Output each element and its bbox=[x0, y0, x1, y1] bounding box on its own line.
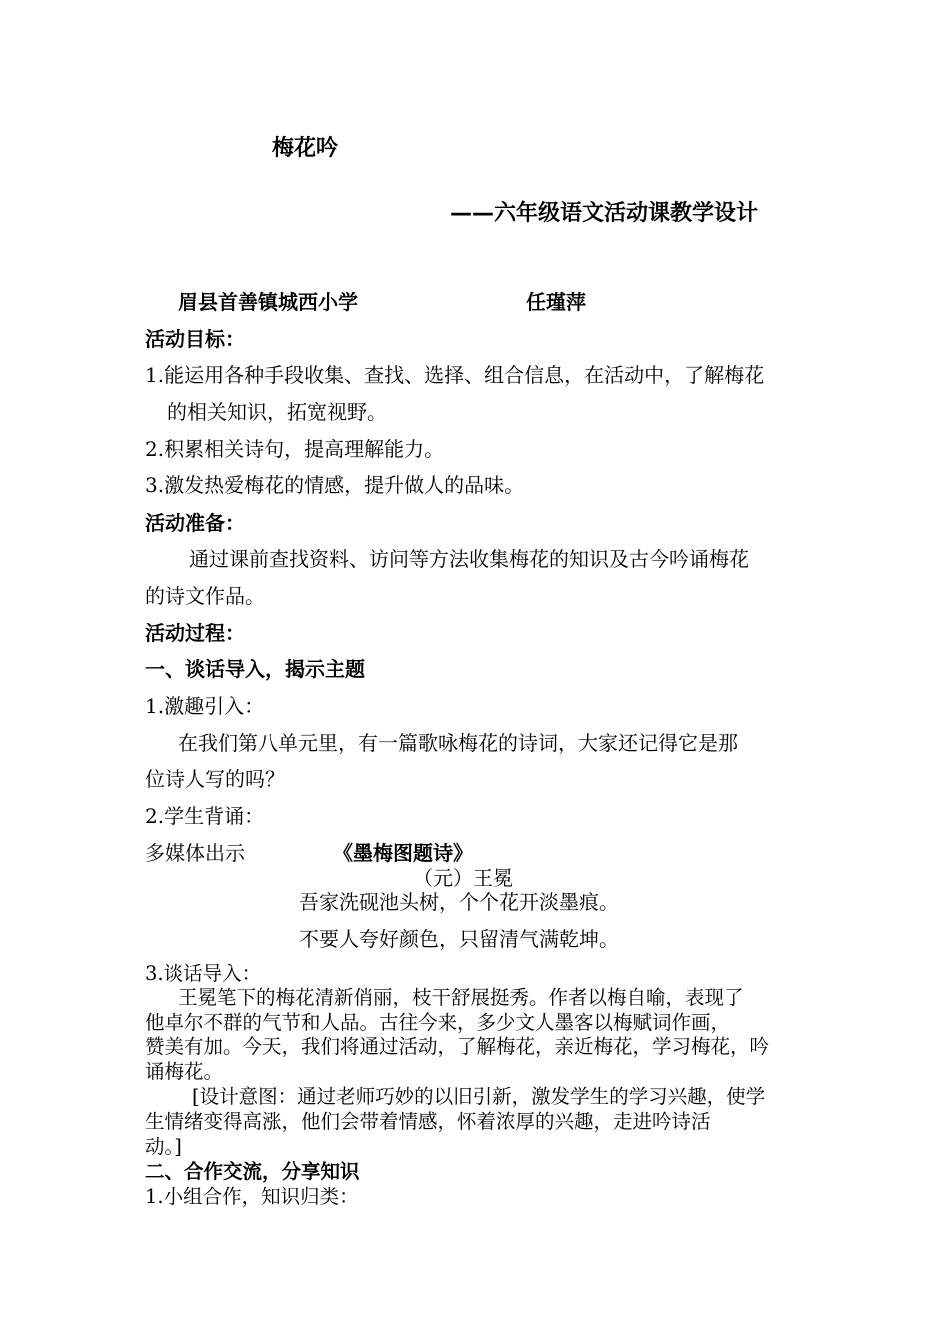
talk-line-1: 王冕笔下的梅花清新俏丽，枝干舒展挺秀。作者以梅自喻，表现了 bbox=[178, 986, 744, 1009]
poem-line-1: 吾家洗砚池头树，个个花开淡墨痕。 bbox=[299, 890, 619, 914]
design-intent-line-1: [设计意图：通过老师巧妙的以旧引新，激发学生的学习兴趣，使学 bbox=[192, 1085, 766, 1108]
goal-1-line-1: 1.能运用各种手段收集、查找、选择、组合信息，在活动中，了解梅花 bbox=[145, 363, 765, 387]
prep-line-2: 的诗文作品。 bbox=[145, 584, 265, 608]
poem-title: 《墨梅图题诗》 bbox=[333, 841, 473, 865]
multimedia-label: 多媒体出示 bbox=[145, 841, 245, 865]
step-1: 1.激趣引入： bbox=[145, 694, 265, 718]
intro-line-1: 在我们第八单元里，有一篇歌咏梅花的诗词，大家还记得它是那 bbox=[178, 731, 738, 755]
goals-heading: 活动目标： bbox=[145, 327, 245, 351]
school-name: 眉县首善镇城西小学 bbox=[178, 290, 358, 314]
talk-line-4: 诵梅花。 bbox=[145, 1060, 224, 1083]
goal-2: 2.积累相关诗句，提高理解能力。 bbox=[145, 437, 445, 461]
step-2-1: 1.小组合作，知识归类： bbox=[145, 1185, 359, 1208]
goal-3: 3.激发热爱梅花的情感，提升做人的品味。 bbox=[145, 473, 525, 497]
author-name: 任瑾萍 bbox=[526, 290, 586, 314]
poem-line-2: 不要人夸好颜色，只留清气满乾坤。 bbox=[299, 927, 619, 951]
section-2-heading: 二、合作交流，分享知识 bbox=[145, 1160, 360, 1183]
intro-line-2: 位诗人写的吗？ bbox=[145, 767, 285, 791]
design-intent-line-2: 生情绪变得高涨，他们会带着情感，怀着浓厚的兴趣，走进吟诗活 bbox=[145, 1110, 711, 1133]
section-1-heading: 一、谈话导入，揭示主题 bbox=[145, 657, 365, 681]
prep-heading: 活动准备： bbox=[145, 511, 245, 535]
prep-line-1: 通过课前查找资料、访问等方法收集梅花的知识及古今吟诵梅花 bbox=[189, 547, 749, 571]
step-2: 2.学生背诵： bbox=[145, 804, 265, 828]
process-heading: 活动过程： bbox=[145, 621, 245, 645]
step-3: 3.谈话导入： bbox=[145, 962, 262, 985]
goal-1-line-2: 的相关知识，拓宽视野。 bbox=[167, 400, 387, 424]
design-intent-line-3: 动。] bbox=[145, 1135, 182, 1158]
document-subtitle: ——六年级语文活动课教学设计 bbox=[450, 201, 759, 226]
poem-author: （元）王冕 bbox=[413, 866, 513, 890]
talk-line-2: 他卓尔不群的气节和人品。古往今来，多少文人墨客以梅赋词作画， bbox=[145, 1011, 731, 1034]
document-title: 梅花吟 bbox=[272, 136, 339, 161]
talk-line-3: 赞美有加。今天，我们将通过活动，了解梅花，亲近梅花，学习梅花，吟 bbox=[145, 1035, 770, 1058]
